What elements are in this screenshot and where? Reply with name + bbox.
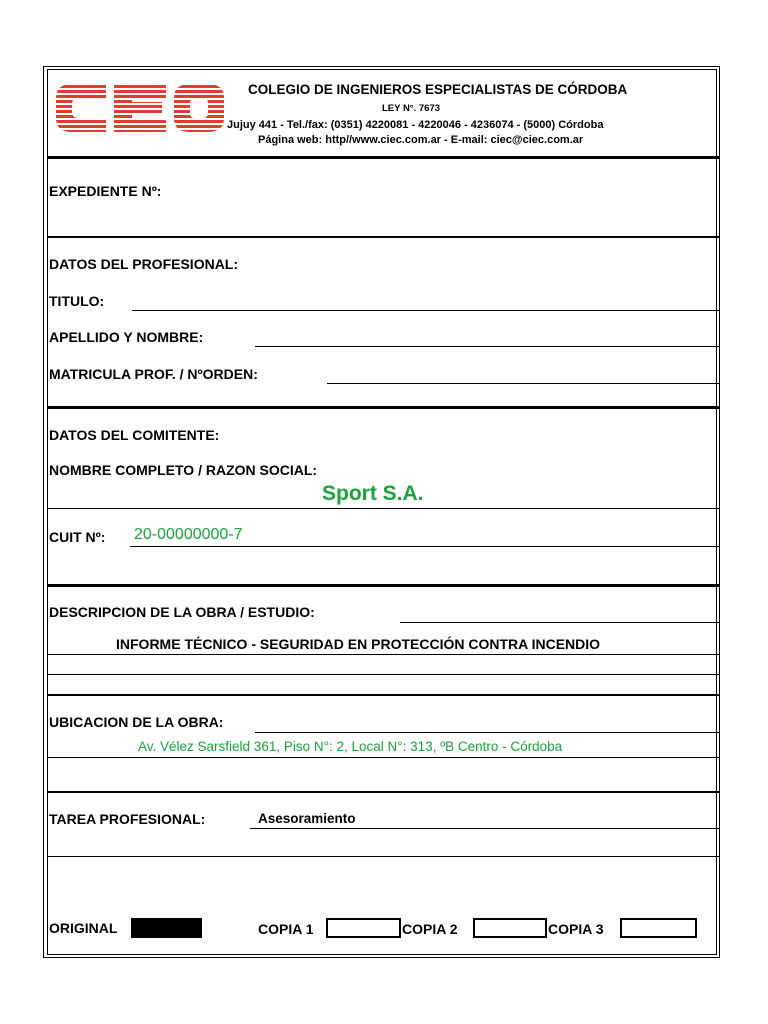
descripcion-line-2 [47,674,719,675]
org-name: COLEGIO DE INGENIEROS ESPECIALISTAS DE CÓRDOBA [248,82,628,97]
descripcion-value[interactable]: INFORME TÉCNICO - SEGURIDAD EN PROTECCIÓN CONTRA INCENDIO [116,636,601,652]
section-divider [47,236,719,238]
original-label: ORIGINAL [49,920,118,936]
apellido-field[interactable] [255,346,719,347]
tarea-label: TAREA PROFESIONAL: [49,811,206,827]
ubicacion-label: UBICACION DE LA OBRA: [49,714,224,730]
descripcion-line-1 [47,654,719,655]
descripcion-label: DESCRIPCION DE LA OBRA / ESTUDIO: [49,604,315,620]
ubicacion-line [47,757,719,758]
ubicacion-field [255,732,719,733]
nombre-value[interactable]: Sport S.A. [322,482,424,505]
org-address: Jujuy 441 - Tel./fax: (0351) 4220081 - 4220046 - 4236074 - (5000) Córdoba [227,119,604,131]
copia2-checkbox[interactable] [473,918,547,938]
matricula-label: MATRICULA PROF. / NºORDEN: [49,366,258,382]
tarea-line [47,856,719,857]
titulo-field[interactable] [132,310,719,311]
profesional-section-title: DATOS DEL PROFESIONAL: [49,256,239,272]
header-divider [47,156,719,159]
tarea-value[interactable]: Asesoramiento [258,811,356,826]
cuit-value[interactable]: 20-00000000-7 [134,526,243,543]
law-number: LEY N°. 7673 [382,103,441,114]
org-contact: Página web: http//www.ciec.com.ar - E-mail: ciec@ciec.com.ar [258,134,584,146]
descripcion-field[interactable] [400,622,719,623]
ceo-logo [54,80,226,136]
titulo-label: TITULO: [49,293,105,309]
section-divider [47,791,719,793]
section-divider [47,694,719,696]
comitente-section-title: DATOS DEL COMITENTE: [49,427,220,443]
matricula-field[interactable] [327,383,719,384]
copia1-checkbox[interactable] [326,918,401,938]
ubicacion-value[interactable]: Av. Vélez Sarsfield 361, Piso N°: 2, Local N°: 313, ºB Centro - Córdoba [138,739,563,754]
nombre-field-line [47,508,719,509]
apellido-label: APELLIDO Y NOMBRE: [49,329,204,345]
tarea-field [250,828,719,829]
copia3-label: COPIA 3 [548,921,604,937]
section-divider [47,584,719,587]
section-divider [47,406,719,409]
cuit-label: CUIT Nº: [49,529,106,545]
copia2-label: COPIA 2 [402,921,458,937]
expediente-label: EXPEDIENTE Nº: [49,183,162,199]
cuit-field [130,546,719,547]
nombre-label: NOMBRE COMPLETO / RAZON SOCIAL: [49,462,318,478]
copia3-checkbox[interactable] [620,918,697,938]
copia1-label: COPIA 1 [258,921,314,937]
original-checkbox[interactable] [131,918,202,938]
